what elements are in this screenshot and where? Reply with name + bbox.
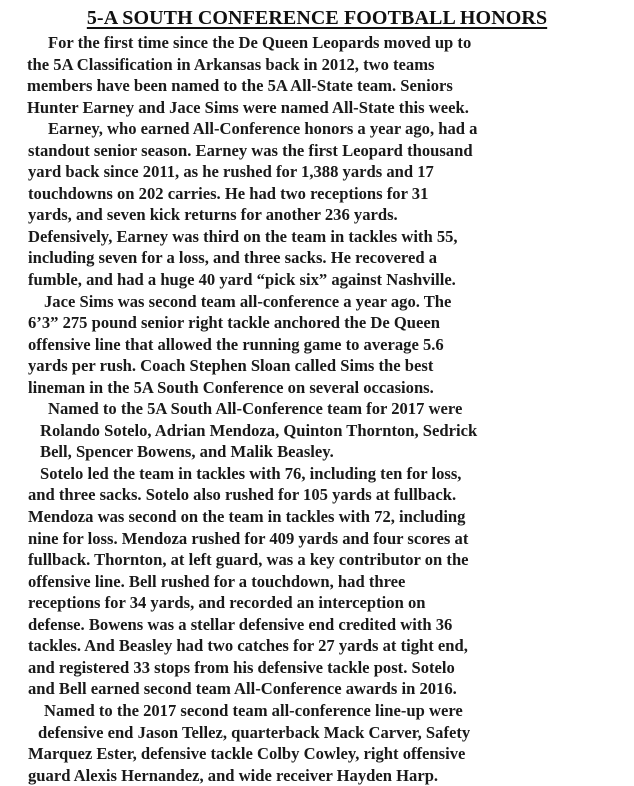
article-line: and registered 33 stops from his defensive tackle post. Sotelo [28, 657, 455, 677]
article-line: For the first time since the De Queen Leopards moved up to [48, 33, 472, 52]
article-body [0, 32, 634, 786]
article-line: Defensively, Earney was third on the team in tackles with 55, [28, 226, 458, 246]
article-line: Marquez Ester, defensive tackle Colby Cowley, right offensive [28, 744, 466, 764]
article-line: guard Alexis Hernandez, and wide receiver Hayden Harp. [28, 765, 439, 785]
article-line: yards per rush. Coach Stephen Sloan called Sims the best [28, 356, 434, 376]
article-line: Jace Sims was second team all-conference a year ago. The [44, 291, 452, 311]
article-line: members have been named to the 5A All-State team. Seniors [27, 76, 453, 96]
article-line: Earney, who earned All-Conference honors a year ago, had a [48, 119, 478, 139]
article-line: receptions for 34 yards, and recorded an interception on [28, 593, 426, 613]
article-line: fullback. Thornton, at left guard, was a key contributor on the [28, 550, 469, 570]
article-line: lineman in the 5A South Conference on several occasions. [28, 377, 434, 397]
article-line: and three sacks. Sotelo also rushed for 105 yards at fullback. [28, 485, 457, 505]
article-line: standout senior season. Earney was the first Leopard thousand [28, 140, 473, 160]
article-line: and Bell earned second team All-Conference awards in 2016. [28, 679, 457, 699]
article-headline [0, 6, 634, 30]
article-line: Sotelo led the team in tackles with 76, including ten for loss, [40, 463, 462, 483]
article-line: Hunter Earney and Jace Sims were named All-State this week. [27, 97, 469, 117]
article-line: Rolando Sotelo, Adrian Mendoza, Quinton Thornton, Sedrick [40, 420, 478, 440]
article-line: yards, and seven kick returns for another 236 yards. [28, 205, 398, 225]
article-line: fumble, and had a huge 40 yard “pick six” against Nashville. [28, 270, 456, 290]
article-line: Named to the 2017 second team all-conference line-up were [44, 700, 463, 720]
article-line: touchdowns on 202 carries. He had two receptions for 31 [28, 183, 429, 203]
article-line: 6’3” 275 pound senior right tackle anchored the De Queen [28, 313, 440, 333]
article-line: Mendoza was second on the team in tackles with 72, including [28, 507, 466, 527]
article-line: offensive line that allowed the running game to average 5.6 [28, 334, 444, 354]
article-line: nine for loss. Mendoza rushed for 409 yards and four scores at [28, 528, 469, 548]
article-line: Bell, Spencer Bowens, and Malik Beasley. [40, 442, 334, 462]
article-line: defensive end Jason Tellez, quarterback Mack Carver, Safety [38, 722, 471, 742]
headline-text: 5-A SOUTH CONFERENCE FOOTBALL HONORS [86, 7, 548, 29]
article-line: Named to the 5A South All-Conference team for 2017 were [48, 399, 463, 419]
article-line: tackles. And Beasley had two catches for 27 yards at tight end, [28, 636, 468, 656]
article-line: the 5A Classification in Arkansas back in 2012, two teams [27, 54, 435, 74]
article-line: yard back since 2011, as he rushed for 1,388 yards and 17 [28, 162, 434, 182]
article-line: defense. Bowens was a stellar defensive end credited with 36 [28, 614, 453, 634]
article-line: including seven for a loss, and three sacks. He recovered a [28, 248, 438, 268]
article-line: offensive line. Bell rushed for a touchdown, had three [28, 571, 406, 591]
